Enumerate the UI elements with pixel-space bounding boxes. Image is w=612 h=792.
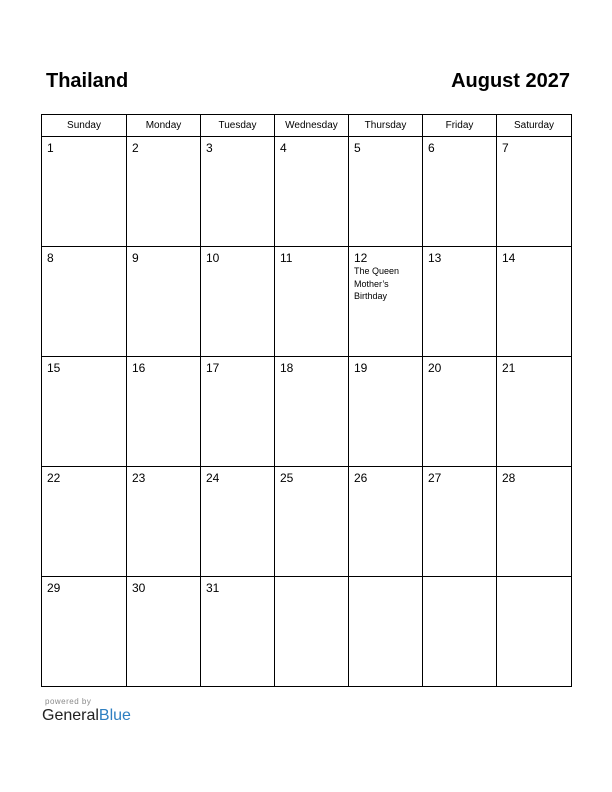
day-cell: [497, 137, 572, 247]
week-row: [42, 247, 572, 357]
day-cell: [423, 247, 497, 357]
weekday-header-row: [42, 115, 572, 137]
empty-cell: [497, 577, 572, 687]
day-cell: [423, 357, 497, 467]
day-number: 23: [132, 471, 146, 485]
day-number: 24: [206, 471, 220, 485]
day-number: 6: [428, 141, 435, 155]
brand-general: General: [42, 707, 99, 724]
week-row: [42, 137, 572, 247]
footer: [42, 697, 131, 725]
day-number: 27: [428, 471, 442, 485]
day-number: 16: [132, 361, 146, 375]
day-cell: [42, 357, 127, 467]
day-cell: [201, 467, 275, 577]
week-row: [42, 357, 572, 467]
day-number: 4: [280, 141, 287, 155]
calendar-header: [42, 70, 570, 100]
day-cell: [201, 357, 275, 467]
day-cell: [201, 137, 275, 247]
day-cell: [127, 137, 201, 247]
day-cell: [349, 137, 423, 247]
holiday-label-line: The Queen: [354, 266, 400, 276]
day-cell: [127, 467, 201, 577]
day-number: 31: [206, 581, 220, 595]
day-cell: [275, 137, 349, 247]
day-number: 22: [47, 471, 61, 485]
week-row: [42, 577, 572, 687]
day-number: 7: [502, 141, 509, 155]
day-number: 30: [132, 581, 146, 595]
weekday-sunday: Sunday: [42, 115, 127, 137]
day-cell: [497, 357, 572, 467]
day-number: 13: [428, 251, 442, 265]
weekday-thursday: Thursday: [349, 115, 423, 137]
brand-blue: Blue: [98, 707, 131, 724]
day-number: 10: [206, 251, 220, 265]
day-number: 1: [47, 141, 54, 155]
weekday-tuesday: Tuesday: [201, 115, 275, 137]
day-cell: [42, 247, 127, 357]
day-cell: [497, 247, 572, 357]
day-cell: [127, 357, 201, 467]
day-number: 5: [354, 141, 361, 155]
weekday-wednesday: Wednesday: [275, 115, 349, 137]
empty-cell: [423, 577, 497, 687]
day-cell: [275, 357, 349, 467]
country-title: Thailand: [46, 70, 129, 92]
day-number: 14: [502, 251, 516, 265]
day-number: 28: [502, 471, 516, 485]
week-row: [42, 467, 572, 577]
generalblue-logo[interactable]: [42, 707, 131, 725]
day-number: 17: [206, 361, 220, 375]
day-number: 19: [354, 361, 368, 375]
day-cell: [127, 577, 201, 687]
day-cell: [201, 577, 275, 687]
day-cell: [275, 247, 349, 357]
day-cell: [201, 247, 275, 357]
day-cell: [349, 247, 423, 357]
day-number: 2: [132, 141, 139, 155]
day-cell: [423, 467, 497, 577]
calendar-grid: [41, 114, 572, 687]
weekday-monday: Monday: [127, 115, 201, 137]
day-cell: [42, 577, 127, 687]
empty-cell: [349, 577, 423, 687]
day-cell: [349, 357, 423, 467]
day-number: 20: [428, 361, 442, 375]
day-number: 8: [47, 251, 54, 265]
day-number: 11: [280, 251, 293, 265]
day-cell: [42, 137, 127, 247]
day-number: 15: [47, 361, 61, 375]
day-number: 12: [354, 251, 368, 265]
day-cell: [497, 467, 572, 577]
day-number: 29: [47, 581, 61, 595]
day-number: 18: [280, 361, 294, 375]
day-cell: [275, 467, 349, 577]
day-cell: [42, 467, 127, 577]
day-number: 3: [206, 141, 213, 155]
day-number: 26: [354, 471, 368, 485]
weekday-friday: Friday: [423, 115, 497, 137]
day-number: 21: [502, 361, 516, 375]
month-title: August 2027: [451, 70, 570, 92]
holiday-label-line: Birthday: [354, 291, 388, 301]
day-cell: [423, 137, 497, 247]
empty-cell: [275, 577, 349, 687]
holiday-label-line: Mother’s: [354, 278, 389, 289]
weekday-saturday: Saturday: [497, 115, 572, 137]
day-cell: [349, 467, 423, 577]
powered-by-text: powered by: [45, 697, 92, 706]
day-cell: [127, 247, 201, 357]
day-number: 25: [280, 471, 294, 485]
day-number: 9: [132, 251, 139, 265]
